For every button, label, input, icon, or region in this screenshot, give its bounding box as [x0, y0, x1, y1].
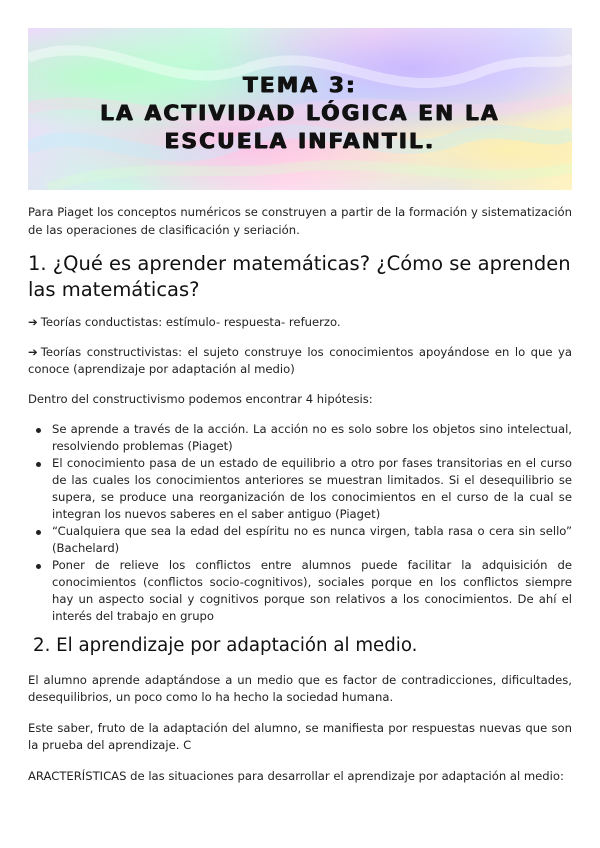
bullet-icon — [36, 462, 41, 467]
hypotheses-list — [28, 421, 572, 625]
page-title — [28, 72, 572, 156]
title-line: LA ACTIVIDAD LÓGICA EN LA — [100, 101, 500, 126]
title-banner — [28, 28, 572, 190]
bullet-icon — [36, 564, 41, 569]
bullet-icon — [36, 428, 41, 433]
body-paragraph: El alumno aprende adaptándose a un medio que es factor de contradicciones, dificultades, desequilibrios, un poco como lo ha hecho la sociedad humana. — [28, 673, 572, 704]
list-item-text: Se aprende a través de la acción. La acción no es solo sobre los objetos sino intelectual, resolviendo problemas (Piaget) — [52, 422, 572, 453]
list-item — [28, 421, 572, 455]
arrow-icon: ➔ — [28, 315, 38, 329]
list-item — [28, 557, 572, 625]
section-heading: 2. El aprendizaje por adaptación al medio. — [33, 635, 418, 656]
title-line: TEMA 3: — [243, 73, 357, 98]
theory-text: Teorías conductistas: estímulo- respuesta- refuerzo. — [40, 315, 341, 329]
list-item — [28, 523, 572, 557]
bullet-icon — [36, 530, 41, 535]
theory-text: Teorías constructivistas: el sujeto construye los conocimientos apoyándose en lo que ya conoce (aprendizaje por adaptación al medio) — [28, 345, 572, 376]
theory-point — [28, 344, 572, 378]
arrow-icon: ➔ — [28, 345, 38, 359]
hypotheses-lead: Dentro del constructivismo podemos encontrar 4 hipótesis: — [28, 392, 373, 406]
theory-point — [28, 314, 572, 331]
section-heading: 1. ¿Qué es aprender matemáticas? ¿Cómo se aprenden las matemáticas? — [28, 252, 571, 301]
list-item-text: El conocimiento pasa de un estado de equilibrio a otro por fases transitorias en el curso de las cuales los conocimientos anteriores se muestran limitados. Si el desequilibrio se supera, se produce una reorganización de los conocimientos en el curso de la cual se integran los nuevos saberes en el saber antiguo (Piaget) — [52, 456, 572, 521]
intro-paragraph: Para Piaget los conceptos numéricos se construyen a partir de la formación y sistematización de las operaciones de clasificación y seriación. — [28, 205, 572, 237]
body-paragraph: Este saber, fruto de la adaptación del alumno, se manifiesta por respuestas nuevas que son la prueba del aprendizaje. C — [28, 721, 572, 752]
list-item-text: “Cualquiera que sea la edad del espíritu no es nunca virgen, tabla rasa o cera sin sello” (Bachelard) — [52, 524, 572, 555]
list-item — [28, 455, 572, 523]
body-paragraph: ARACTERÍSTICAS de las situaciones para desarrollar el aprendizaje por adaptación al medio: — [28, 769, 564, 783]
list-item-text: Poner de relieve los conflictos entre alumnos puede facilitar la adquisición de conocimientos (conflictos socio-cognitivos), sociales porque en los conflictos siempre hay un aspecto social y cognitivos porque son relativos a los conocimientos. De ahí el interés del trabajo en grupo — [52, 558, 572, 623]
title-line: ESCUELA INFANTIL. — [164, 129, 436, 154]
